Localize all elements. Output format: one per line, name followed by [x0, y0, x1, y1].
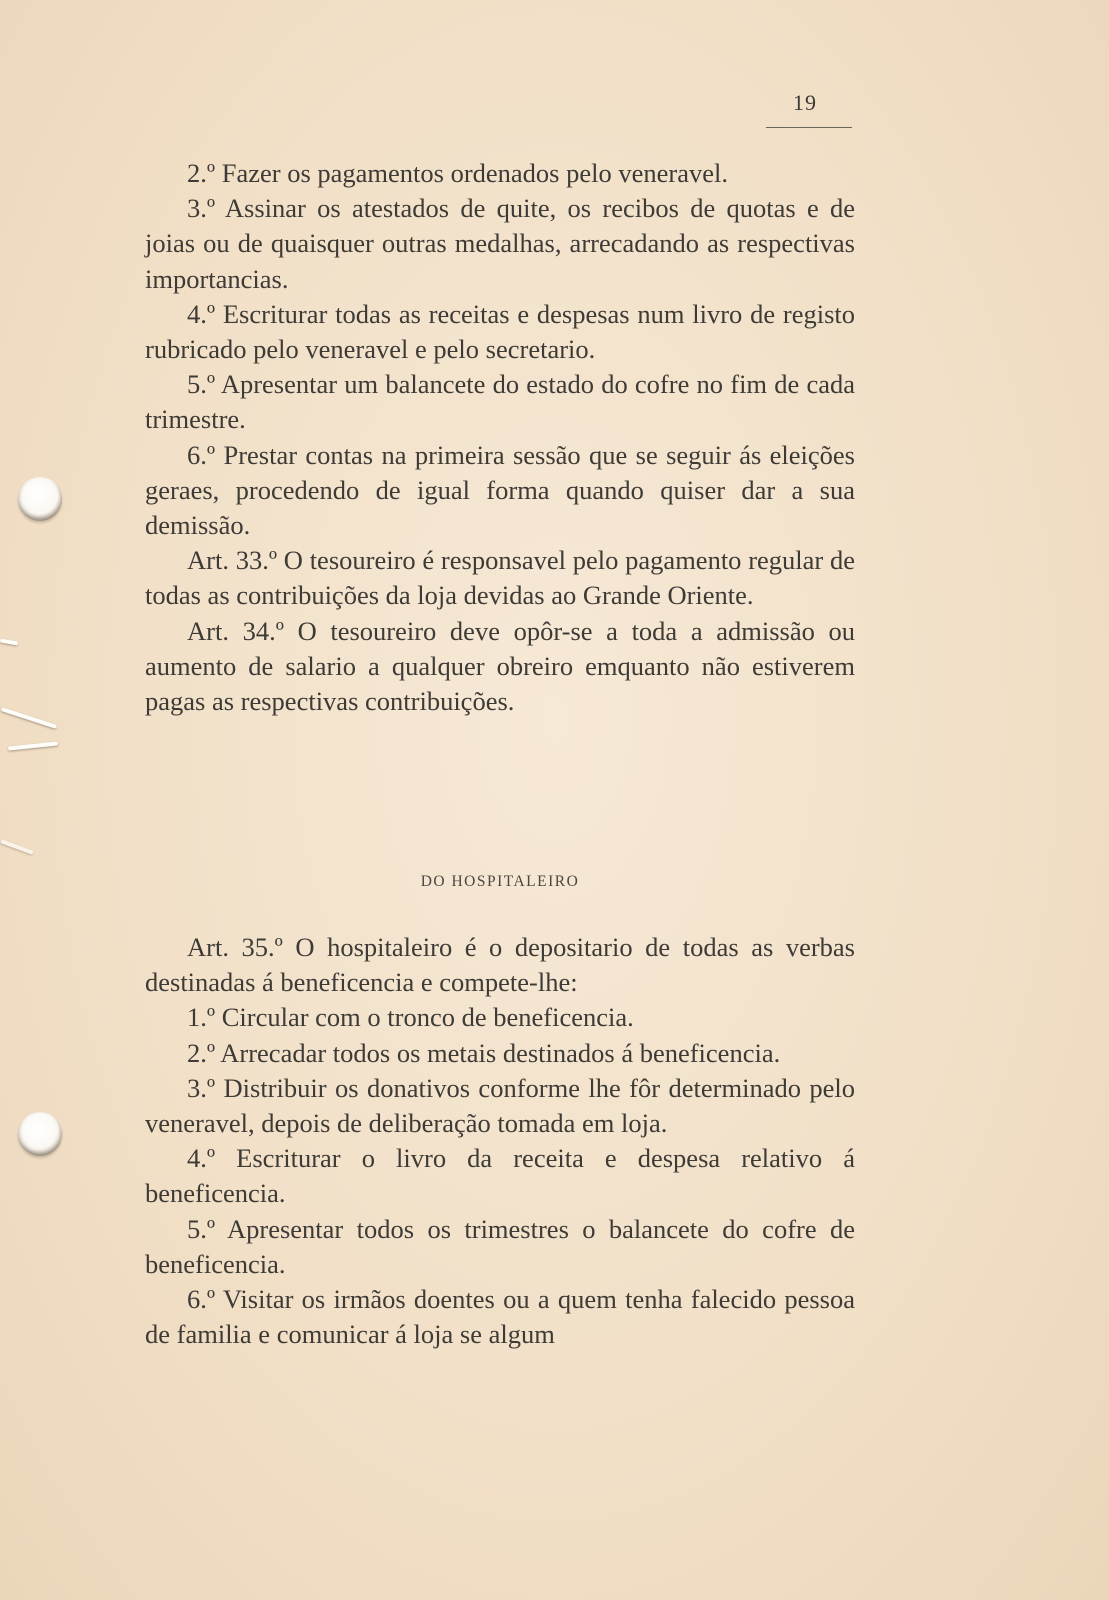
section-heading: DO HOSPITALEIRO: [420, 873, 580, 890]
paper-tear: [0, 638, 18, 645]
paragraph: 4.º Escriturar o livro da receita e despesa relativo á beneficencia.: [145, 1143, 855, 1209]
paragraph: Art. 33.º O tesoureiro é responsavel pelo pagamento regular de todas as contribuições da loja devidas ao Grande Oriente.: [145, 545, 855, 611]
text-block-hospitaleiro: [145, 930, 855, 1352]
binding-hole: [18, 1112, 62, 1156]
paper-tear: [8, 741, 58, 750]
paragraph: Art. 34.º O tesoureiro deve opôr-se a toda a admissão ou aumento de salario a qualquer obreiro emquanto não estiverem pagas as respectivas contribuições.: [145, 615, 855, 717]
binding-hole: [18, 477, 62, 521]
page-number-rule: [766, 127, 852, 128]
paper-tear: [1, 707, 57, 729]
paragraph: 2.º Fazer os pagamentos ordenados pelo veneravel.: [187, 158, 728, 188]
paragraph: 5.º Apresentar um balancete do estado do cofre no fim de cada trimestre.: [145, 369, 855, 435]
paragraph: 3.º Distribuir os donativos conforme lhe fôr determinado pelo veneravel, depois de deliberação tomada em loja.: [145, 1072, 855, 1139]
paragraph: 6.º Visitar os irmãos doentes ou a quem tenha falecido pessoa de familia e comunicar á loja se algum: [145, 1284, 855, 1350]
page-number: 19: [793, 90, 817, 115]
paper-tear: [0, 839, 33, 854]
paragraph: 5.º Apresentar todos os trimestres o balancete do cofre de beneficencia.: [145, 1213, 855, 1279]
paragraph: 1.º Circular com o tronco de beneficencia.: [187, 1002, 634, 1033]
paragraph: 3.º Assinar os atestados de quite, os recibos de quotas e de joias ou de quaisquer outras medalhas, arrecadando as respectivas importancias.: [145, 193, 855, 294]
paragraph: 6.º Prestar contas na primeira sessão que se seguir ás eleições geraes, procedendo de igual forma quando quiser dar a sua demissão.: [145, 439, 855, 541]
paragraph: 4.º Escriturar todas as receitas e despesas num livro de registo rubricado pelo veneravel e pelo secretario.: [145, 298, 855, 365]
text-block-tesoureiro: [145, 156, 855, 719]
paragraph: Art. 35.º O hospitaleiro é o depositario de todas as verbas destinadas á beneficencia e compete-lhe:: [145, 932, 855, 998]
paragraph: 2.º Arrecadar todos os metais destinados á beneficencia.: [187, 1037, 781, 1068]
